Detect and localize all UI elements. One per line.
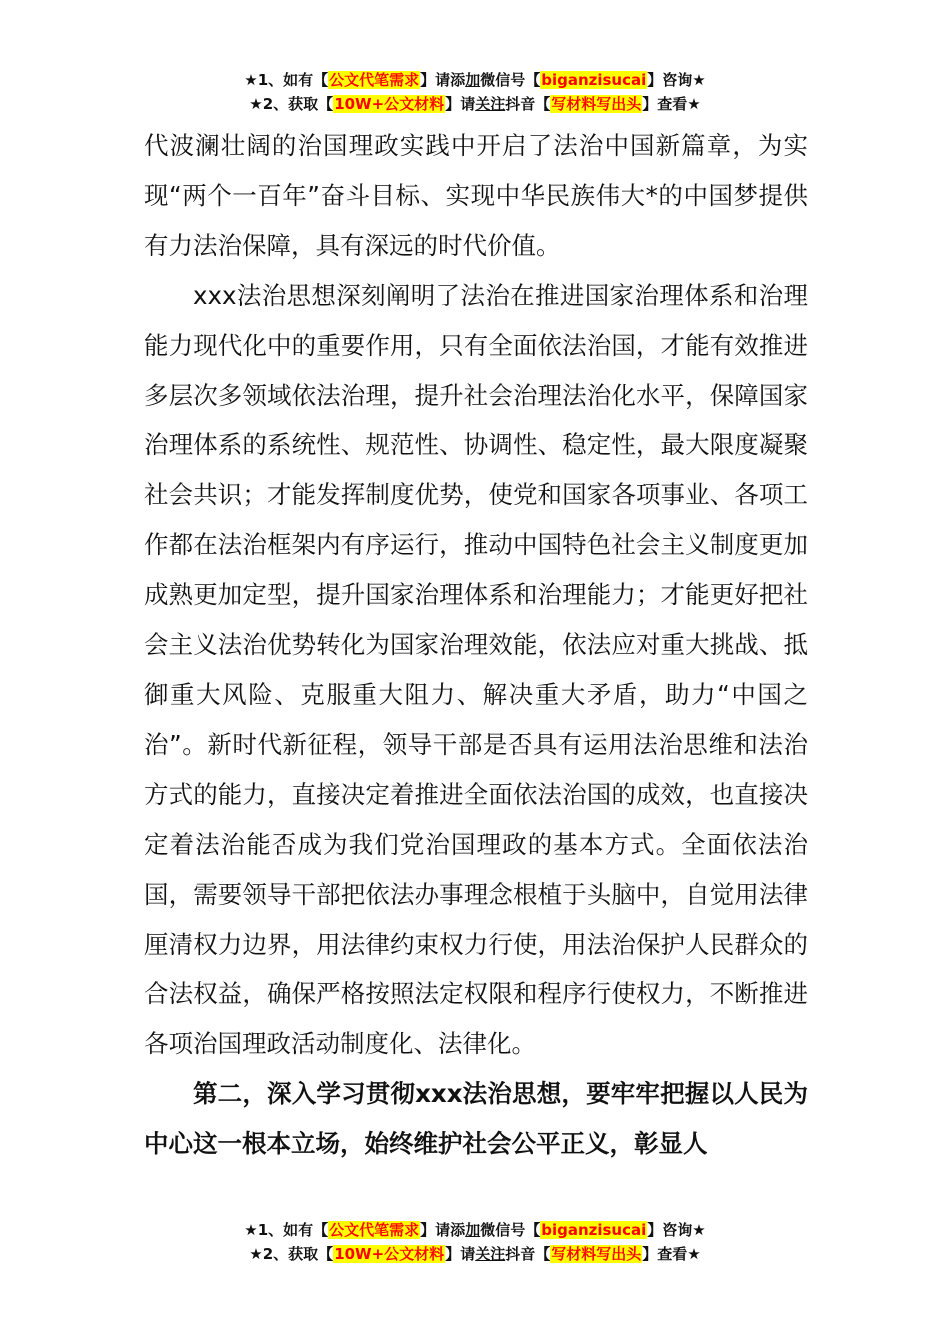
promo-text: 】请添 <box>420 71 466 89</box>
promo-highlight: 公文代笔需求 <box>329 71 420 89</box>
promo-text: 】咨询★ <box>647 1221 706 1239</box>
promo-highlight: 10W+公文材料 <box>334 95 445 113</box>
body-paragraph-3-heading: 第二，深入学习贯彻xxx法治思想，要牢牢把握以人民为中心这一根本立场，始终维护社会公平正义，彰显人 <box>144 1079 808 1159</box>
header-promo-line-1 <box>0 68 950 92</box>
footer-promo-line-2 <box>0 1242 950 1266</box>
body-paragraph-1: 代波澜壮阔的治国理政实践中开启了法治中国新篇章，为实现“两个一百年”奋斗目标、实现中华民族伟大*的中国梦提供有力法治保障，具有深远的时代价值。 <box>144 131 808 260</box>
promo-text: 】请 <box>445 95 476 113</box>
promo-text: ★2、获取【 <box>249 1245 334 1263</box>
promo-emphasis: 关注 <box>475 1245 506 1263</box>
promo-text: 微信号【 <box>480 71 541 89</box>
promo-text: 】请 <box>445 1245 476 1263</box>
promo-text: ★1、如有【 <box>244 1221 329 1239</box>
promo-text: ★1、如有【 <box>244 71 329 89</box>
promo-highlight: 写材料写出头 <box>551 95 642 113</box>
promo-emphasis: 加 <box>465 1221 481 1239</box>
promo-text: 微信号【 <box>480 1221 541 1239</box>
promo-text: 抖音【 <box>505 95 551 113</box>
promo-text: 】请添 <box>420 1221 466 1239</box>
header-promo-line-2 <box>0 92 950 116</box>
promo-text: 】查看★ <box>642 1245 701 1263</box>
promo-text: 】查看★ <box>642 95 701 113</box>
promo-text: ★2、获取【 <box>249 95 334 113</box>
promo-highlight: 写材料写出头 <box>551 1245 642 1263</box>
promo-highlight: biganzisucai <box>541 1221 647 1239</box>
promo-text: 】咨询★ <box>647 71 706 89</box>
body-paragraph-2: xxx法治思想深刻阐明了法治在推进国家治理体系和治理能力现代化中的重要作用，只有全面依法治国，才能有效推进多层次多领域依法治理，提升社会治理法治化水平，保障国家治理体系的系统性、规范性、协调性、稳定性，最大限度凝聚社会共识；才能发挥制度优势，使党和国家各项事业、各项工作都在法治框架内有序运行，推动中国特色社会主义制度更加成熟更加定型，提升国家治理体系和治理能力；才能更好把社会主义法治优势转化为国家治理效能，依法应对重大挑战、抵御重大风险、克服重大阻力、解决重大矛盾，助力“中国之治”。新时代新征程，领导干部是否具有运用法治思维和法治方式的能力，直接决定着推进全面依法治国的成效，也直接决定着法治能否成为我们党治国理政的基本方式。全面依法治国，需要领导干部把依法办事理念根植于头脑中，自觉用法律厘清权力边界，用法律约束权力行使，用法治保护人民群众的合法权益，确保严格按照法定权限和程序行使权力，不断推进各项治国理政活动制度化、法律化。 <box>144 280 808 1059</box>
header-promo-banner <box>0 68 950 116</box>
promo-highlight: 公文代笔需求 <box>329 1221 420 1239</box>
document-body <box>144 121 808 1169</box>
promo-emphasis: 关注 <box>475 95 506 113</box>
promo-highlight: biganzisucai <box>541 71 647 89</box>
promo-text: 抖音【 <box>505 1245 551 1263</box>
promo-highlight: 10W+公文材料 <box>334 1245 445 1263</box>
promo-emphasis: 加 <box>465 71 481 89</box>
footer-promo-line-1 <box>0 1218 950 1242</box>
footer-promo-banner <box>0 1218 950 1266</box>
